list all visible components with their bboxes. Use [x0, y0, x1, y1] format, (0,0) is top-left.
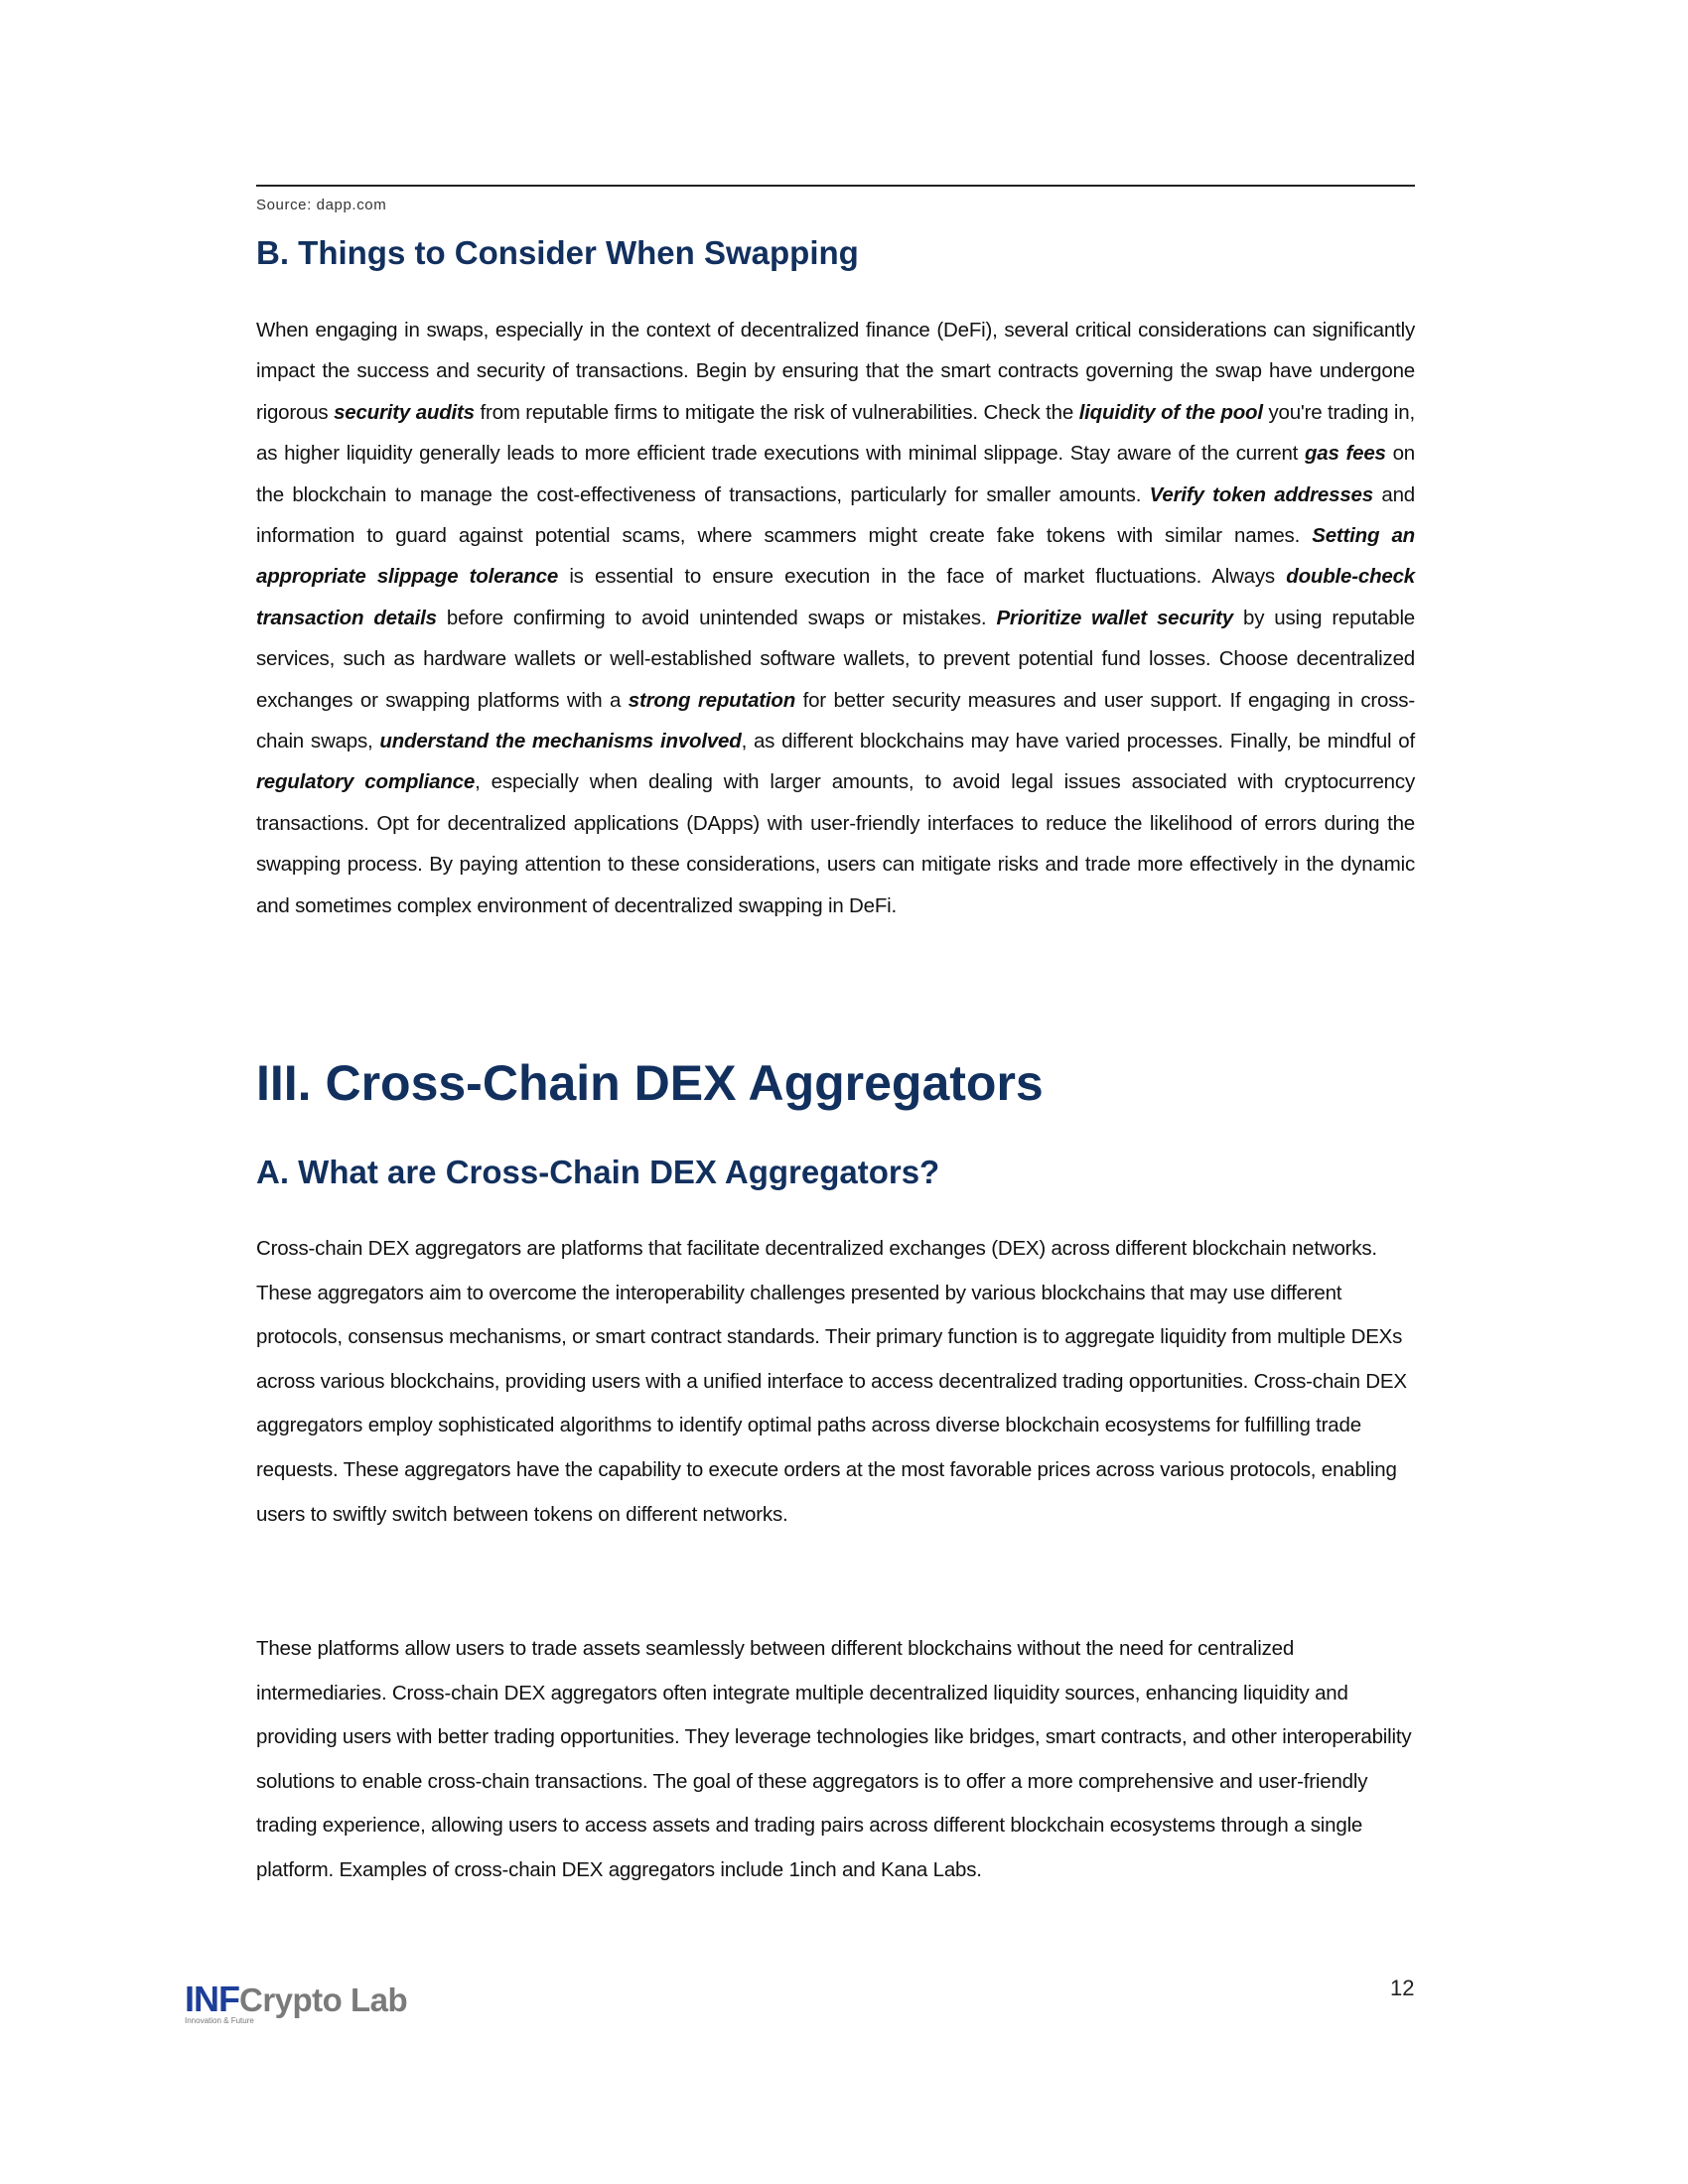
text-segment: on the blockchain to manage the cost-effectiveness of transactions, particularly for smaller amounts.	[256, 442, 1415, 506]
emphasized-phrase: regulatory compliance	[256, 770, 476, 794]
text-segment: for better security measures and user support. If engaging in cross-chain swaps,	[256, 688, 1415, 753]
text-segment: , especially when dealing with larger amounts, to avoid legal issues associated with cryptocurrency transactions. Opt for decentralized applications (DApps) with user-friendly interfaces to reduce the likelihood of errors during the swapping process. By paying attention to these considerations, users can mitigate risks and trade more effectively in the dynamic and sometimes complex environment of decentralized swapping in DeFi.	[256, 770, 1415, 917]
figure-source-caption: Source: dapp.com	[256, 197, 387, 213]
section-a-paragraph-2: These platforms allow users to trade assets seamlessly between different blockchains without the need for centralized intermediaries. Cross-chain DEX aggregators often integrate multiple decentralized liquidity sources, enhancing liquidity and providing users with better trading opportunities. They leverage technologies like bridges, smart contracts, and other interoperability solutions to enable cross-chain transactions. The goal of these aggregators is to offer a more comprehensive and user-friendly trading experience, allowing users to access assets and trading pairs across different blockchain ecosystems through a single platform. Examples of cross-chain DEX aggregators include 1inch and Kana Labs.	[256, 1637, 1412, 1881]
emphasized-phrase: strong reputation	[628, 688, 796, 712]
text-segment: , as different blockchains may have varied processes. Finally, be mindful of	[741, 730, 1415, 753]
emphasized-phrase: Prioritize wallet security	[996, 606, 1233, 629]
text-segment: and information to guard against potential scams, where scammers might create fake tokens with similar names.	[256, 482, 1415, 548]
logo-name-text: Crypto Lab	[239, 1981, 408, 2018]
text-segment: by using reputable services, such as hardware wallets or well-established software wallets, to prevent potential fund losses. Choose decentralized exchanges or swapping platforms with a	[256, 606, 1416, 712]
text-segment: from reputable firms to mitigate the risk of vulnerabilities. Check the	[474, 400, 1079, 424]
section-3-heading: III. Cross-Chain DEX Aggregators	[256, 1055, 1044, 1111]
logo-tagline: Innovation & Future	[185, 2016, 254, 2025]
top-divider	[256, 185, 1415, 187]
emphasized-phrase: double-check transaction details	[256, 565, 1415, 629]
text-segment: is essential to ensure execution in the face of market fluctuations. Always	[558, 565, 1287, 589]
text-segment: you're trading in, as higher liquidity generally leads to more efficient trade executions with minimal slippage. Stay aware of the current	[256, 400, 1415, 466]
text-segment: When engaging in swaps, especially in the context of decentralized finance (DeFi), several critical considerations can significantly impact the success and security of transactions. Begin by ensuring that the smart contracts governing the swap have undergone rigorous	[256, 319, 1415, 424]
emphasized-phrase: understand the mechanisms involved	[379, 730, 742, 753]
page-number: 12	[1390, 1976, 1415, 2000]
emphasized-phrase: Verify token addresses	[1149, 482, 1373, 506]
section-b-paragraph	[256, 310, 1415, 926]
logo-inf-text: INF	[185, 1979, 239, 2019]
section-b-heading: B. Things to Consider When Swapping	[256, 234, 859, 271]
section-a-heading: A. What are Cross-Chain DEX Aggregators?	[256, 1154, 940, 1190]
text-segment: before confirming to avoid unintended swaps or mistakes.	[436, 606, 997, 629]
emphasized-phrase: security audits	[334, 400, 475, 424]
inf-crypto-lab-logo	[185, 1979, 407, 2025]
emphasized-phrase: liquidity of the pool	[1078, 400, 1263, 424]
section-a-paragraph-1: Cross-chain DEX aggregators are platforms that facilitate decentralized exchanges (DEX) across different blockchain networks. These aggregators aim to overcome the interoperability challenges presented by various blockchains that may use different protocols, consensus mechanisms, or smart contract standards. Their primary function is to aggregate liquidity from multiple DEXs across various blockchains, providing users with a unified interface to access decentralized trading opportunities. Cross-chain DEX aggregators employ sophisticated algorithms to identify optimal paths across diverse blockchain ecosystems for fulfilling trade requests. These aggregators have the capability to execute orders at the most favorable prices across various protocols, enabling users to swiftly switch between tokens on different networks.	[256, 1237, 1407, 1526]
emphasized-phrase: Setting an appropriate slippage tolerance	[256, 524, 1415, 589]
emphasized-phrase: gas fees	[1304, 442, 1386, 466]
